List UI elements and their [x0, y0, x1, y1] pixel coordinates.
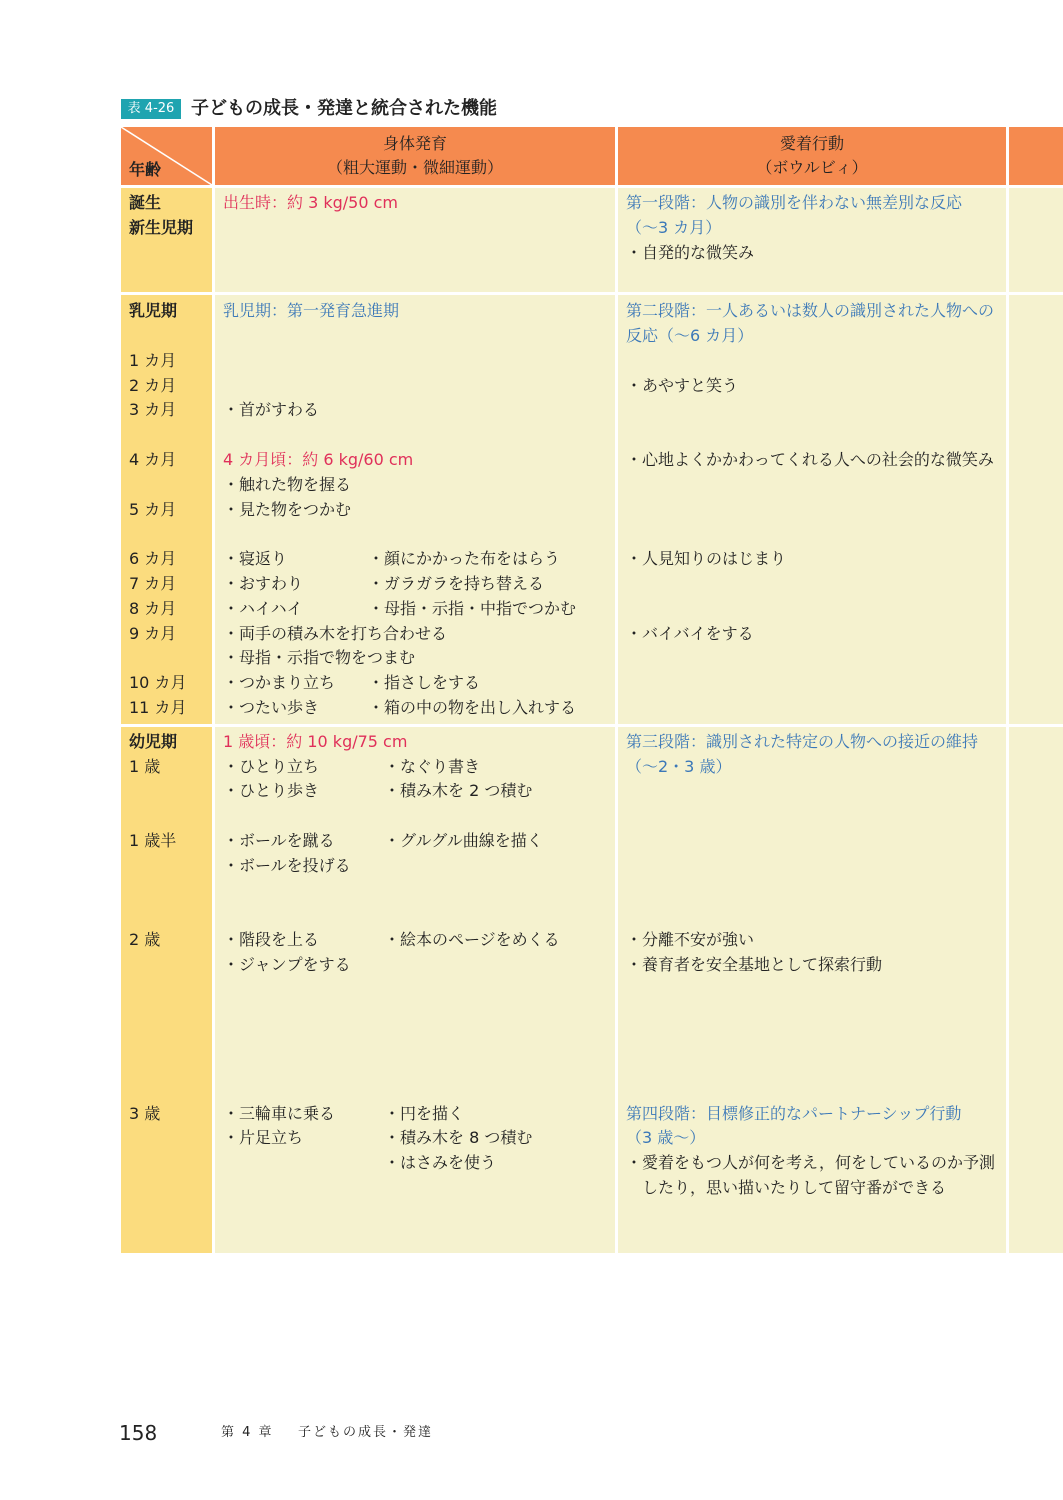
age-label: 7 カ月 — [129, 574, 177, 593]
growth-period-note: 乳児期：第一発育急進期 — [223, 301, 400, 320]
attach-cell-sec2 — [618, 295, 1006, 724]
motor-item: ・ボールを蹴る — [223, 831, 335, 850]
age-label: 1 カ月 — [129, 351, 177, 370]
fine-motor-item: ・積み木を 8 つ積む — [384, 1128, 533, 1147]
attachment-stage-period: （〜2・3 歳） — [626, 757, 732, 776]
age-label: 1 歳 — [129, 757, 161, 776]
fine-motor-item: ・グルグル曲線を描く — [384, 831, 543, 850]
fine-motor-item: ・母指・示指・中指でつかむ — [368, 599, 577, 618]
attachment-stage-period: 反応（〜6 カ月） — [626, 326, 754, 345]
attachment-stage: 第四段階：目標修正的なパートナーシップ行動 — [626, 1104, 962, 1123]
fine-motor-item: ・円を描く — [384, 1104, 465, 1123]
attachment-item: ・バイバイをする — [626, 624, 754, 643]
age-label: 9 カ月 — [129, 624, 177, 643]
motor-item: ・片足立ち — [223, 1128, 304, 1147]
motor-item: ・両手の積み木を打ち合わせる — [223, 624, 448, 643]
age-label: 11 カ月 — [129, 698, 187, 717]
fine-motor-item: ・箱の中の物を出し入れする — [368, 698, 577, 717]
attachment-stage-period: （〜3 カ月） — [626, 218, 722, 237]
age-label: 6 カ月 — [129, 549, 177, 568]
motor-item: ・母指・示指で物をつまむ — [223, 648, 416, 667]
extra-cell-sec1 — [1009, 188, 1063, 292]
header-attach-title: 愛着行動 — [779, 134, 844, 153]
attachment-item: ・心地よくかかわってくれる人への社会的な微笑み — [626, 450, 994, 469]
attachment-item: ・分離不安が強い — [626, 930, 755, 949]
motor-item: ・首がすわる — [223, 400, 320, 419]
fine-motor-item: ・指さしをする — [368, 673, 481, 692]
header-body-cell — [215, 127, 615, 185]
header-body-subtitle: （粗大運動・微細運動） — [326, 158, 503, 177]
age-label: 新生児期 — [129, 218, 194, 237]
fine-motor-item: ・ガラガラを持ち替える — [368, 574, 545, 593]
age-label: 誕生 — [129, 193, 162, 212]
age-label: 8 カ月 — [129, 599, 177, 618]
growth-note: 出生時：約 3 kg/50 cm — [223, 193, 398, 212]
motor-item: ・ハイハイ — [223, 599, 303, 618]
header-age-cell — [121, 127, 212, 185]
header-attach-subtitle: （ボウルビィ） — [756, 158, 868, 177]
motor-item: ・見た物をつかむ — [223, 500, 352, 519]
age-label: 3 歳 — [129, 1104, 161, 1123]
attachment-item: ・人見知りのはじまり — [626, 549, 787, 568]
growth-note: 1 歳頃：約 10 kg/75 cm — [223, 732, 408, 751]
motor-item: ・触れた物を握る — [223, 475, 352, 494]
attachment-stage: 第二段階：一人あるいは数人の識別された人物への — [626, 301, 995, 320]
page-number: 158 — [119, 1421, 158, 1445]
chapter-number: 第 4 章 — [221, 1425, 274, 1440]
header-extra-cell — [1009, 127, 1063, 185]
attachment-item: ・自発的な微笑み — [626, 243, 755, 262]
header-body-title: 身体発育 — [382, 134, 447, 153]
age-label: 10 カ月 — [129, 673, 187, 692]
table-badge: 表 4-26 — [121, 99, 181, 119]
table-title: 子どもの成長・発達と統合された機能 — [191, 98, 497, 119]
attach-cell-sec3 — [618, 727, 1006, 1253]
motor-item: ・ひとり歩き — [223, 781, 320, 800]
age-cell-sec3 — [121, 727, 212, 1253]
fine-motor-item: ・絵本のページをめくる — [384, 930, 560, 949]
header-age-label: 年齢 — [129, 160, 162, 179]
fine-motor-item: ・はさみを使う — [384, 1153, 497, 1172]
extra-cell-sec3 — [1009, 727, 1063, 1253]
age-label: 乳児期 — [129, 301, 178, 320]
attachment-item: ・あやすと笑う — [626, 376, 739, 395]
growth-note: 4 カ月頃：約 6 kg/60 cm — [223, 450, 414, 469]
motor-item: ・ボールを投げる — [223, 856, 351, 875]
motor-item: ・ひとり立ち — [223, 757, 320, 776]
motor-item: ・つかまり立ち — [223, 673, 336, 692]
body-cell-sec3 — [215, 727, 615, 1253]
age-label: 2 歳 — [129, 930, 161, 949]
motor-item: ・寝返り — [223, 549, 288, 568]
fine-motor-item: ・顔にかかった布をはらう — [368, 549, 561, 568]
motor-item: ・つたい歩き — [223, 698, 320, 717]
age-label: 5 カ月 — [129, 500, 177, 519]
attachment-stage-period: （3 歳〜） — [626, 1128, 706, 1147]
age-label: 1 歳半 — [129, 831, 177, 850]
chapter-title: 子どもの成長・発達 — [298, 1425, 434, 1440]
age-label: 2 カ月 — [129, 376, 177, 395]
age-label: 幼児期 — [129, 732, 178, 751]
attachment-item: ・養育者を安全基地として探索行動 — [626, 955, 883, 974]
age-label: 4 カ月 — [129, 450, 177, 469]
motor-item: ・おすわり — [223, 574, 304, 593]
motor-item: ・階段を上る — [223, 930, 320, 949]
header-attach-cell — [618, 127, 1006, 185]
age-label: 3 カ月 — [129, 400, 177, 419]
attachment-stage: 第三段階：識別された特定の人物への接近の維持 — [626, 732, 979, 751]
motor-item: ・ジャンプをする — [223, 955, 351, 974]
attachment-item-continued: したり，思い描いたりして留守番ができる — [642, 1178, 947, 1197]
extra-cell-sec2 — [1009, 295, 1063, 724]
attachment-item: ・愛着をもつ人が何を考え，何をしているのか予測 — [626, 1153, 995, 1172]
motor-item: ・三輪車に乗る — [223, 1104, 336, 1123]
fine-motor-item: ・積み木を 2 つ積む — [384, 781, 533, 800]
attachment-stage: 第一段階：人物の識別を伴わない無差別な反応 — [626, 193, 963, 212]
fine-motor-item: ・なぐり書き — [384, 757, 481, 776]
